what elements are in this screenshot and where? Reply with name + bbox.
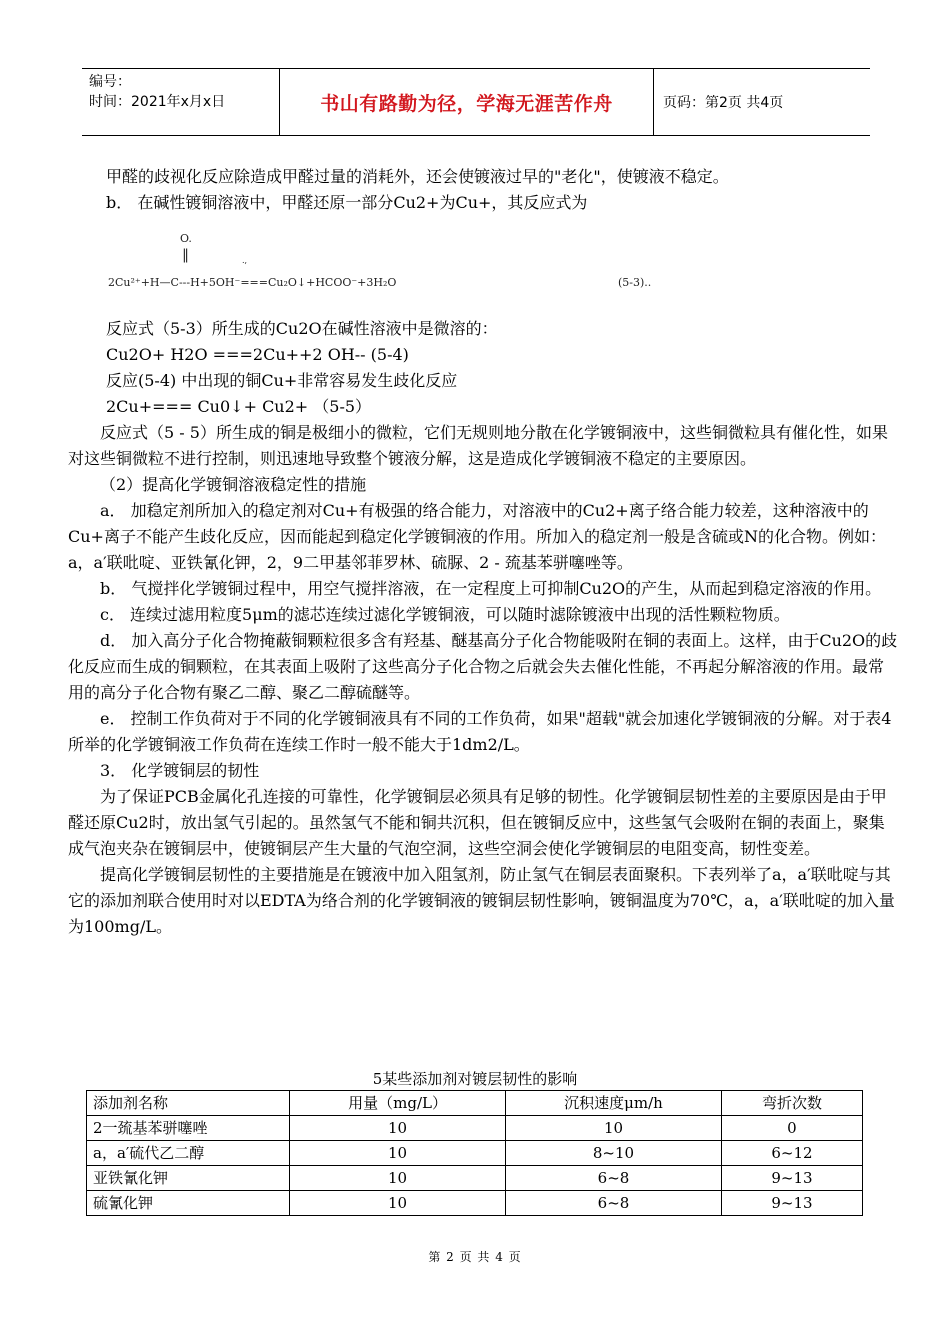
paragraph: 反应(5-4) 中出现的铜Cu+非常容易发生歧化反应 xyxy=(106,371,458,390)
paragraph: 提高化学镀铜层韧性的主要措施是在镀液中加入阻氢剂，防止氢气在铜层表面聚积。下表列举了a，a′联吡啶与其它的添加剂联合使用时对以EDTA为络合剂的化学镀铜液的镀铜层韧性影响，镀铜温度为70℃，a，a′联吡啶的加入量为100mg/L。 xyxy=(68,865,895,936)
table-cell: 10 xyxy=(290,1116,506,1141)
page-footer: 第 2 页 共 4 页 xyxy=(428,1250,522,1264)
table-cell: 10 xyxy=(290,1166,506,1191)
table-row xyxy=(87,1141,863,1166)
paragraph: 反应式（5 - 5）所生成的铜是极细小的微粒，它们无规则地分散在化学镀铜液中，这些铜微粒具有催化性，如果对这些铜微粒不进行控制，则迅速地导致整个镀液分解，这是造成化学镀铜液不稳定的主要原因。 xyxy=(68,423,888,468)
paragraph: b． 气搅拌化学镀铜过程中，用空气搅拌溶液，在一定程度上可抑制Cu2O的产生，从而起到稳定溶液的作用。 xyxy=(100,579,882,598)
document-body xyxy=(68,164,898,940)
table-cell: 9~13 xyxy=(721,1191,862,1216)
table-row xyxy=(87,1116,863,1141)
paragraph: b． 在碱性镀铜溶液中，甲醛还原一部分Cu2+为Cu+，其反应式为 xyxy=(106,193,588,212)
table-cell: 6~12 xyxy=(721,1141,862,1166)
paragraph: 为了保证PCB金属化孔连接的可靠性，化学镀铜层必须具有足够的韧性。化学镀铜层韧性差的主要原因是由于甲醛还原Cu2时，放出氢气引起的。虽然氢气不能和铜共沉积，但在镀铜反应中，这些氢气会吸附在铜的表面上，聚集成气泡夹杂在镀铜层中，使镀铜层产生大量的气泡空洞，这些空洞会使化学镀铜层的电阻变高，韧性变差。 xyxy=(68,787,887,858)
section-heading: 3． 化学镀铜层的韧性 xyxy=(100,761,260,780)
paragraph: （2）提高化学镀铜溶液稳定性的措施 xyxy=(100,475,367,494)
table-header-row xyxy=(87,1091,863,1116)
paragraph: 2Cu+=== Cu0↓+ Cu2+ （5-5） xyxy=(106,397,372,416)
header-page-number: 页码：第2页 共4页 xyxy=(663,95,784,111)
paragraph: 甲醛的歧视化反应除造成甲醛过量的消耗外，还会使镀液过早的"老化"，使镀液不稳定。 xyxy=(106,167,729,186)
formula-equation: 2Cu²⁺+H—C---H+5OH⁻===Cu₂O↓+HCOO⁻+3H₂O xyxy=(108,276,397,289)
formula-mark: ., xyxy=(242,256,248,265)
header-motto: 书山有路勤为径，学海无涯苦作舟 xyxy=(320,92,613,115)
table-cell: 亚铁氰化钾 xyxy=(87,1166,290,1191)
reaction-formula-5-3 xyxy=(68,216,898,316)
table-cell: 10 xyxy=(290,1141,506,1166)
table-row xyxy=(87,1166,863,1191)
header-motto-cell xyxy=(280,69,654,135)
table-cell: 10 xyxy=(290,1191,506,1216)
page-header xyxy=(82,68,870,136)
document-time: 时间：2021年x月x日 xyxy=(89,94,226,110)
document-code: 编号： xyxy=(89,74,131,90)
formula-double-bond: ‖ xyxy=(182,247,189,263)
paragraph: Cu2O+ H2O ===2Cu++2 OH-- (5-4) xyxy=(106,345,409,364)
paragraph: e． 控制工作负荷对于不同的化学镀铜液具有不同的工作负荷，如果"超载"就会加速化学镀铜液的分解。对于表4所举的化学镀铜液工作负荷在连续工作时一般不能大于1dm2/L。 xyxy=(68,709,892,754)
table-row xyxy=(87,1191,863,1216)
table-cell: 硫氰化钾 xyxy=(87,1191,290,1216)
paragraph: 反应式（5-3）所生成的Cu2O在碱性溶液中是微溶的： xyxy=(106,319,498,338)
table-cell: 9~13 xyxy=(721,1166,862,1191)
additive-table xyxy=(86,1090,863,1216)
table-cell: 6~8 xyxy=(506,1166,722,1191)
table-header: 添加剂名称 xyxy=(87,1091,290,1116)
table-cell: 6~8 xyxy=(506,1191,722,1216)
table-caption: 5某些添加剂对镀层韧性的影响 xyxy=(372,1070,578,1088)
formula-number: (5-3).. xyxy=(618,276,652,289)
table-header: 沉积速度μm/h xyxy=(506,1091,722,1116)
table-cell: 10 xyxy=(506,1116,722,1141)
table-header: 用量（mg/L） xyxy=(290,1091,506,1116)
formula-oxygen: O. xyxy=(180,232,192,245)
table-cell: 2一巯基苯骈噻唑 xyxy=(87,1116,290,1141)
table-header: 弯折次数 xyxy=(721,1091,862,1116)
table-cell: 0 xyxy=(721,1116,862,1141)
paragraph: c． 连续过滤用粒度5μm的滤芯连续过滤化学镀铜液，可以随时滤除镀液中出现的活性颗粒物质。 xyxy=(100,605,790,624)
table-cell: 8~10 xyxy=(506,1141,722,1166)
paragraph: a． 加稳定剂所加入的稳定剂对Cu+有极强的络合能力，对溶液中的Cu2+离子络合能力较差，这种溶液中的Cu+离子不能产生歧化反应，因而能起到稳定化学镀铜液的作用。所加入的稳定剂一般是含硫或N的化合物。例如：a，a′联吡啶、亚铁氰化钾，2，9二甲基邻菲罗林、硫脲、2 - 巯基苯骈噻唑等。 xyxy=(68,501,886,572)
header-meta xyxy=(82,69,280,135)
table-cell: a，a′硫代乙二醇 xyxy=(87,1141,290,1166)
paragraph: d． 加入高分子化合物掩蔽铜颗粒很多含有羟基、醚基高分子化合物能吸附在铜的表面上。这样，由于Cu2O的歧化反应而生成的铜颗粒，在其表面上吸附了这些高分子化合物之后就会失去催化性能，不再起分解溶液的作用。最常用的高分子化合物有聚乙二醇、聚乙二醇硫醚等。 xyxy=(68,631,898,702)
